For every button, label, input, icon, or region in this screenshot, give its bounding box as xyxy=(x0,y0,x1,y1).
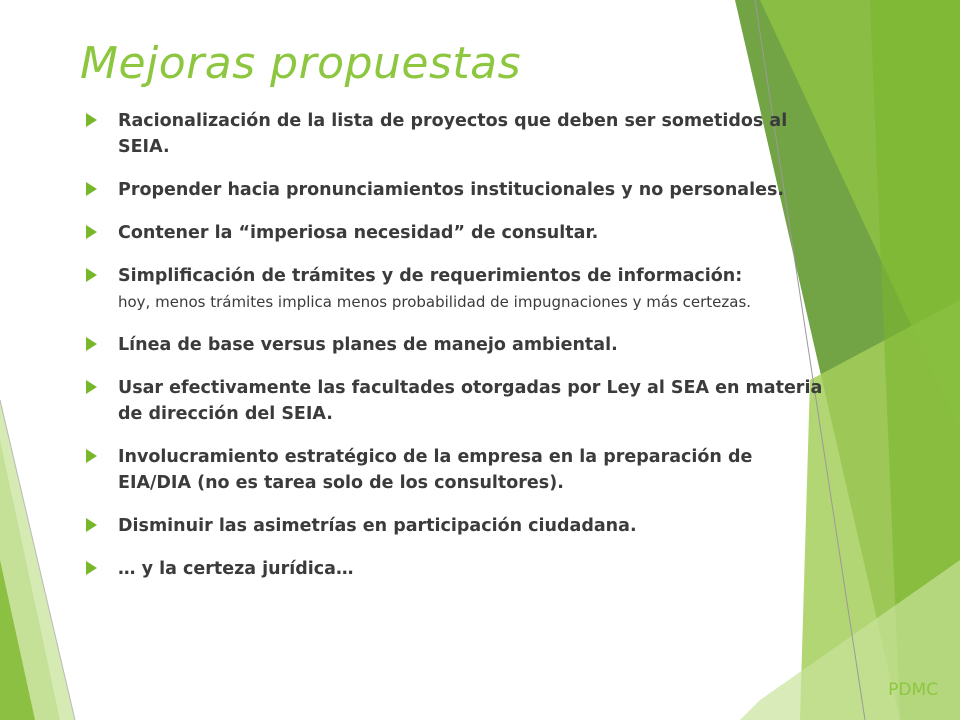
arrow-bullet-icon xyxy=(86,268,97,282)
bullet-item xyxy=(86,177,826,203)
arrow-bullet-icon xyxy=(86,449,97,463)
bullet-text: Simplificación de trámites y de requerimientos de información: xyxy=(118,266,743,286)
arrow-bullet-icon xyxy=(86,518,97,532)
bullet-list xyxy=(86,108,826,599)
bullet-text: Involucramiento estratégico de la empresa en la preparación de EIA/DIA (no es tarea solo de los consultores). xyxy=(118,447,753,493)
bullet-text: Disminuir las asimetrías en participación ciudadana. xyxy=(118,516,637,536)
bullet-item xyxy=(86,375,826,427)
bullet-text: Contener la “imperiosa necesidad” de consultar. xyxy=(118,223,599,243)
arrow-bullet-icon xyxy=(86,113,97,127)
arrow-bullet-icon xyxy=(86,380,97,394)
bullet-item xyxy=(86,556,826,582)
arrow-bullet-icon xyxy=(86,561,97,575)
bullet-text: Línea de base versus planes de manejo ambiental. xyxy=(118,335,618,355)
bullet-item xyxy=(86,513,826,539)
bullet-item xyxy=(86,263,826,315)
bullet-text: Usar efectivamente las facultades otorgadas por Ley al SEA en materia de dirección del SEIA. xyxy=(118,378,823,424)
bullet-item xyxy=(86,220,826,246)
bullet-text: Racionalización de la lista de proyectos que deben ser sometidos al SEIA. xyxy=(118,111,788,157)
bullet-item xyxy=(86,108,826,160)
arrow-bullet-icon xyxy=(86,225,97,239)
slide-title: Mejoras propuestas xyxy=(80,38,522,89)
bullet-item xyxy=(86,444,826,496)
footer-label: PDMC xyxy=(888,680,938,700)
bullet-text: … y la certeza jurídica… xyxy=(118,559,354,579)
arrow-bullet-icon xyxy=(86,337,97,351)
bullet-item xyxy=(86,332,826,358)
arrow-bullet-icon xyxy=(86,182,97,196)
bullet-text: Propender hacia pronunciamientos institucionales y no personales. xyxy=(118,180,785,200)
bullet-subtext: hoy, menos trámites implica menos probabilidad de impugnaciones y más certezas. xyxy=(118,293,752,311)
